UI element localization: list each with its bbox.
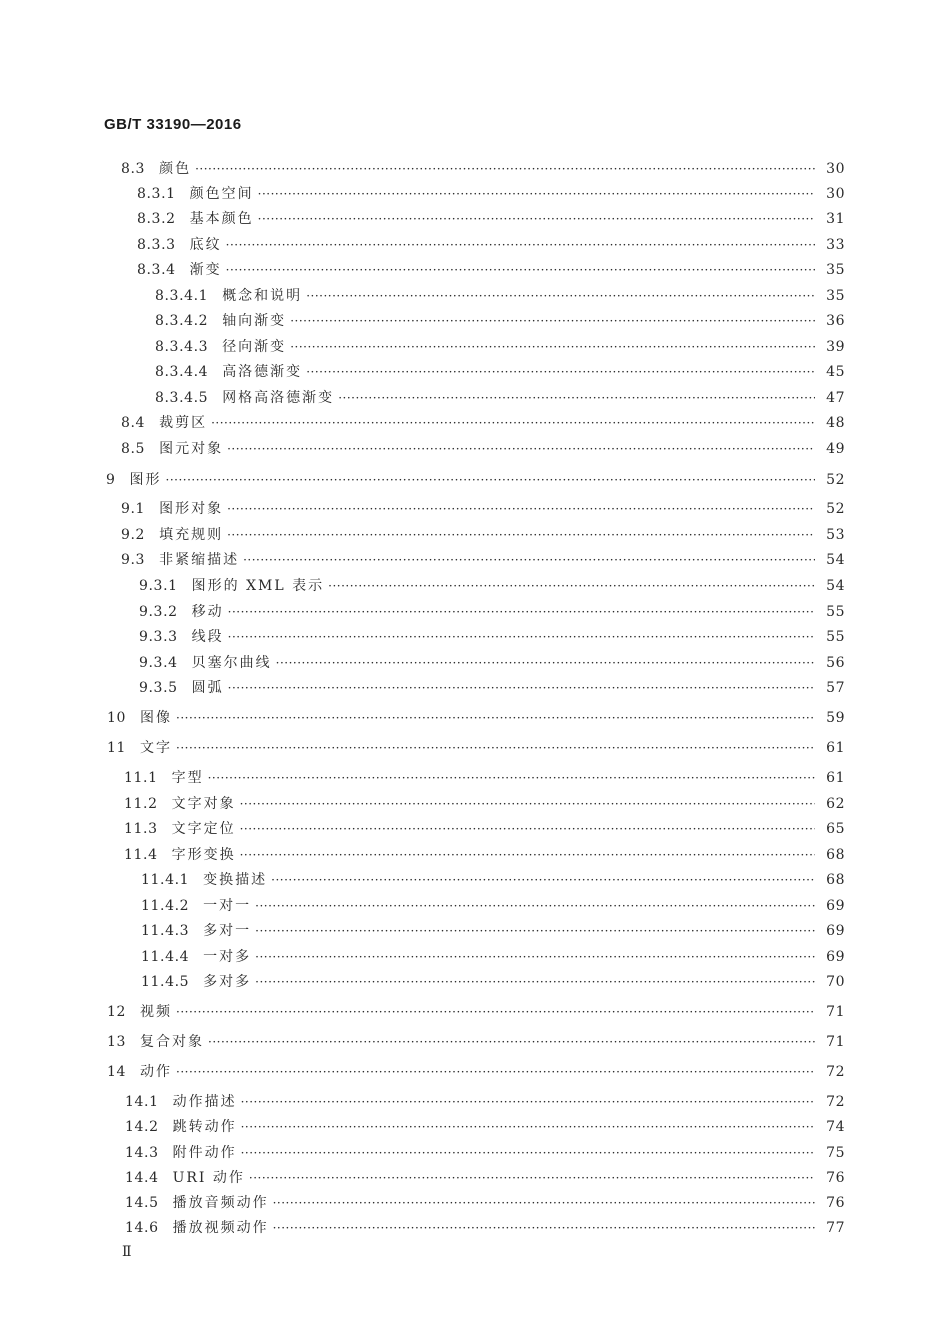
toc-entry[interactable] [107, 1028, 845, 1052]
toc-number: 10 [107, 710, 127, 726]
toc-number: 9.3 [121, 552, 146, 568]
toc-number: 11.2 [124, 796, 158, 812]
toc-leader-dots [166, 470, 815, 490]
toc-page-number: 55 [826, 629, 845, 645]
toc-leader-dots [226, 260, 815, 280]
toc-leader-dots [273, 1193, 815, 1213]
toc-entry[interactable] [137, 256, 845, 280]
toc-page-number: 33 [826, 237, 845, 253]
toc-title: 多对一 [203, 923, 252, 939]
toc-entry[interactable] [121, 409, 845, 433]
toc-title: 播放音频动作 [172, 1195, 269, 1211]
toc-number: 9.3.2 [139, 604, 178, 620]
toc-title: 移动 [191, 604, 224, 620]
toc-page-number: 30 [826, 161, 845, 177]
toc-entry[interactable] [124, 790, 845, 814]
toc-leader-dots [228, 678, 815, 698]
toc-leader-dots [271, 870, 815, 890]
toc-entry[interactable] [155, 282, 845, 306]
toc-page-number: 39 [826, 339, 845, 355]
toc-number: 8.3.4.4 [155, 364, 209, 380]
toc-number: 9.3.1 [139, 578, 178, 594]
toc-leader-dots [211, 413, 815, 433]
toc-page-number: 52 [826, 472, 845, 488]
toc-entry[interactable] [141, 968, 845, 992]
toc-leader-dots [176, 1062, 815, 1082]
toc-title: 线段 [191, 629, 224, 645]
toc-entry[interactable] [125, 1139, 845, 1163]
toc-number: 8.3 [121, 161, 146, 177]
toc-title: 贝塞尔曲线 [191, 655, 272, 671]
toc-title: 图像 [140, 710, 173, 726]
toc-leader-dots [258, 209, 815, 229]
toc-page-number: 70 [826, 974, 845, 990]
toc-number: 8.4 [121, 415, 146, 431]
toc-leader-dots [255, 896, 815, 916]
toc-leader-dots [328, 576, 815, 596]
toc-number: 11.4 [124, 847, 158, 863]
toc-number: 14.6 [125, 1220, 159, 1236]
toc-title: 概念和说明 [222, 288, 303, 304]
toc-entry[interactable] [155, 333, 845, 357]
toc-title: 网格高洛德渐变 [222, 390, 335, 406]
toc-leader-dots [208, 1032, 815, 1052]
toc-page-number: 61 [826, 740, 845, 756]
toc-leader-dots [243, 550, 815, 570]
page-number: Ⅱ [122, 1244, 132, 1260]
toc-title: 字型 [171, 770, 204, 786]
toc-page-number: 48 [826, 415, 845, 431]
toc-number: 8.3.4.1 [155, 288, 209, 304]
toc-number: 11.4.2 [141, 898, 190, 914]
toc-title: 动作描述 [172, 1094, 237, 1110]
toc-title: 一对多 [203, 949, 252, 965]
toc-title: URI 动作 [172, 1170, 245, 1186]
toc-number: 9.1 [121, 501, 146, 517]
toc-title: 图元对象 [159, 441, 224, 457]
toc-number: 11.3 [124, 821, 158, 837]
toc-number: 8.5 [121, 441, 146, 457]
toc-leader-dots [208, 768, 815, 788]
toc-number: 11.4.4 [141, 949, 190, 965]
toc-entry[interactable] [107, 734, 845, 758]
toc-title: 视频 [140, 1004, 173, 1020]
toc-title: 文字 [140, 740, 173, 756]
toc-page-number: 76 [826, 1195, 845, 1211]
toc-number: 11.4.1 [141, 872, 190, 888]
toc-leader-dots [255, 972, 815, 992]
toc-entry[interactable] [125, 1088, 845, 1112]
toc-page-number: 57 [826, 680, 845, 696]
toc-leader-dots [176, 708, 815, 728]
toc-entry[interactable] [124, 764, 845, 788]
toc-number: 14 [107, 1064, 127, 1080]
toc-title: 动作 [140, 1064, 173, 1080]
toc-leader-dots [227, 525, 815, 545]
toc-entry[interactable] [107, 1058, 845, 1082]
toc-entry[interactable] [106, 466, 845, 490]
toc-number: 8.3.4.5 [155, 390, 209, 406]
toc-page-number: 45 [826, 364, 845, 380]
toc-entry[interactable] [139, 572, 845, 596]
toc-title: 复合对象 [140, 1034, 205, 1050]
toc-number: 14.4 [125, 1170, 159, 1186]
toc-page-number: 52 [826, 501, 845, 517]
toc-title: 文字对象 [171, 796, 236, 812]
toc-page-number: 74 [826, 1119, 845, 1135]
toc-leader-dots [241, 1092, 815, 1112]
toc-entry[interactable] [141, 866, 845, 890]
toc-title: 变换描述 [203, 872, 268, 888]
toc-title: 跳转动作 [172, 1119, 237, 1135]
toc-title: 填充规则 [159, 527, 224, 543]
toc-entry[interactable] [125, 1164, 845, 1188]
toc-number: 9 [106, 472, 116, 488]
toc-entry[interactable] [121, 521, 845, 545]
toc-number: 12 [107, 1004, 127, 1020]
toc-title: 图形对象 [159, 501, 224, 517]
toc-page-number: 59 [826, 710, 845, 726]
toc-entry[interactable] [139, 623, 845, 647]
toc-number: 11.1 [124, 770, 158, 786]
toc-leader-dots [228, 627, 815, 647]
toc-leader-dots [176, 738, 815, 758]
toc-page-number: 36 [826, 313, 845, 329]
toc-entry[interactable] [155, 384, 845, 408]
toc-leader-dots [276, 653, 815, 673]
toc-entry[interactable] [124, 841, 845, 865]
toc-number: 8.3.2 [137, 211, 176, 227]
toc-page-number: 77 [826, 1220, 845, 1236]
toc-page-number: 54 [826, 578, 845, 594]
toc-title: 圆弧 [191, 680, 224, 696]
toc-entry[interactable] [124, 815, 845, 839]
toc-entry[interactable] [137, 231, 845, 255]
toc-number: 14.1 [125, 1094, 159, 1110]
toc-title: 文字定位 [171, 821, 236, 837]
toc-title: 轴向渐变 [222, 313, 287, 329]
toc-entry[interactable] [139, 674, 845, 698]
toc-entry[interactable] [125, 1214, 845, 1238]
toc-entry[interactable] [141, 892, 845, 916]
toc-number: 8.3.3 [137, 237, 176, 253]
document-code: GB/T 33190—2016 [104, 116, 242, 133]
toc-page-number: 68 [826, 872, 845, 888]
toc-leader-dots [241, 1143, 815, 1163]
toc-number: 8.3.4.2 [155, 313, 209, 329]
toc-page-number: 75 [826, 1145, 845, 1161]
toc-leader-dots [306, 286, 815, 306]
toc-leader-dots [273, 1218, 815, 1238]
toc-title: 渐变 [189, 262, 222, 278]
toc-title: 附件动作 [172, 1145, 237, 1161]
toc-page-number: 65 [826, 821, 845, 837]
toc-entry[interactable] [141, 943, 845, 967]
toc-leader-dots [338, 388, 815, 408]
toc-entry[interactable] [121, 495, 845, 519]
toc-leader-dots [227, 439, 815, 459]
toc-number: 8.3.1 [137, 186, 176, 202]
toc-title: 图形的 XML 表示 [191, 578, 325, 594]
toc-page-number: 49 [826, 441, 845, 457]
toc-entry[interactable] [121, 155, 845, 179]
toc-entry[interactable] [125, 1189, 845, 1213]
toc-title: 底纹 [189, 237, 222, 253]
toc-leader-dots [195, 159, 815, 179]
toc-page-number: 35 [826, 288, 845, 304]
toc-leader-dots [290, 337, 815, 357]
toc-number: 14.5 [125, 1195, 159, 1211]
toc-leader-dots [226, 235, 815, 255]
toc-number: 14.3 [125, 1145, 159, 1161]
toc-number: 9.3.4 [139, 655, 178, 671]
toc-entry[interactable] [139, 649, 845, 673]
toc-title: 播放视频动作 [172, 1220, 269, 1236]
toc-title: 一对一 [203, 898, 252, 914]
toc-leader-dots [306, 362, 815, 382]
toc-number: 9.3.5 [139, 680, 178, 696]
toc-entry[interactable] [107, 998, 845, 1022]
toc-page-number: 53 [826, 527, 845, 543]
toc-leader-dots [176, 1002, 815, 1022]
toc-page-number: 35 [826, 262, 845, 278]
toc-entry[interactable] [141, 917, 845, 941]
toc-page-number: 71 [826, 1034, 845, 1050]
toc-page-number: 72 [826, 1064, 845, 1080]
toc-title: 基本颜色 [189, 211, 254, 227]
toc-entry[interactable] [121, 546, 845, 570]
toc-page-number: 69 [826, 949, 845, 965]
toc-page-number: 56 [826, 655, 845, 671]
toc-title: 图形 [129, 472, 162, 488]
toc-page-number: 55 [826, 604, 845, 620]
toc-title: 颜色 [159, 161, 192, 177]
toc-leader-dots [240, 794, 815, 814]
toc-leader-dots [241, 1117, 815, 1137]
toc-leader-dots [227, 499, 815, 519]
toc-page-number: 69 [826, 923, 845, 939]
toc-leader-dots [240, 819, 815, 839]
toc-title: 非紧缩描述 [159, 552, 240, 568]
toc-page-number: 69 [826, 898, 845, 914]
toc-number: 9.2 [121, 527, 146, 543]
toc-leader-dots [249, 1168, 815, 1188]
toc-title: 多对多 [203, 974, 252, 990]
toc-title: 高洛德渐变 [222, 364, 303, 380]
toc-number: 8.3.4.3 [155, 339, 209, 355]
toc-entry[interactable] [107, 704, 845, 728]
toc-page-number: 72 [826, 1094, 845, 1110]
toc-page-number: 54 [826, 552, 845, 568]
toc-entry[interactable] [137, 180, 845, 204]
toc-page-number: 31 [826, 211, 845, 227]
toc-leader-dots [228, 602, 815, 622]
toc-page-number: 47 [826, 390, 845, 406]
toc-leader-dots [240, 845, 815, 865]
toc-number: 11.4.3 [141, 923, 190, 939]
toc-number: 13 [107, 1034, 127, 1050]
toc-number: 14.2 [125, 1119, 159, 1135]
toc-title: 字形变换 [171, 847, 236, 863]
toc-page-number: 76 [826, 1170, 845, 1186]
toc-number: 8.3.4 [137, 262, 176, 278]
toc-page-number: 71 [826, 1004, 845, 1020]
toc-number: 11.4.5 [141, 974, 190, 990]
toc-title: 裁剪区 [159, 415, 208, 431]
toc-leader-dots [255, 947, 815, 967]
toc-number: 11 [107, 740, 127, 756]
toc-entry[interactable] [155, 358, 845, 382]
toc-page-number: 61 [826, 770, 845, 786]
toc-leader-dots [255, 921, 815, 941]
toc-number: 9.3.3 [139, 629, 178, 645]
toc-entry[interactable] [121, 435, 845, 459]
toc-leader-dots [290, 311, 815, 331]
toc-entry[interactable] [139, 598, 845, 622]
toc-title: 颜色空间 [189, 186, 254, 202]
toc-page-number: 68 [826, 847, 845, 863]
toc-leader-dots [258, 184, 815, 204]
toc-entry[interactable] [155, 307, 845, 331]
toc-page-number: 30 [826, 186, 845, 202]
toc-entry[interactable] [125, 1113, 845, 1137]
toc-title: 径向渐变 [222, 339, 287, 355]
toc-page-number: 62 [826, 796, 845, 812]
toc-entry[interactable] [137, 205, 845, 229]
